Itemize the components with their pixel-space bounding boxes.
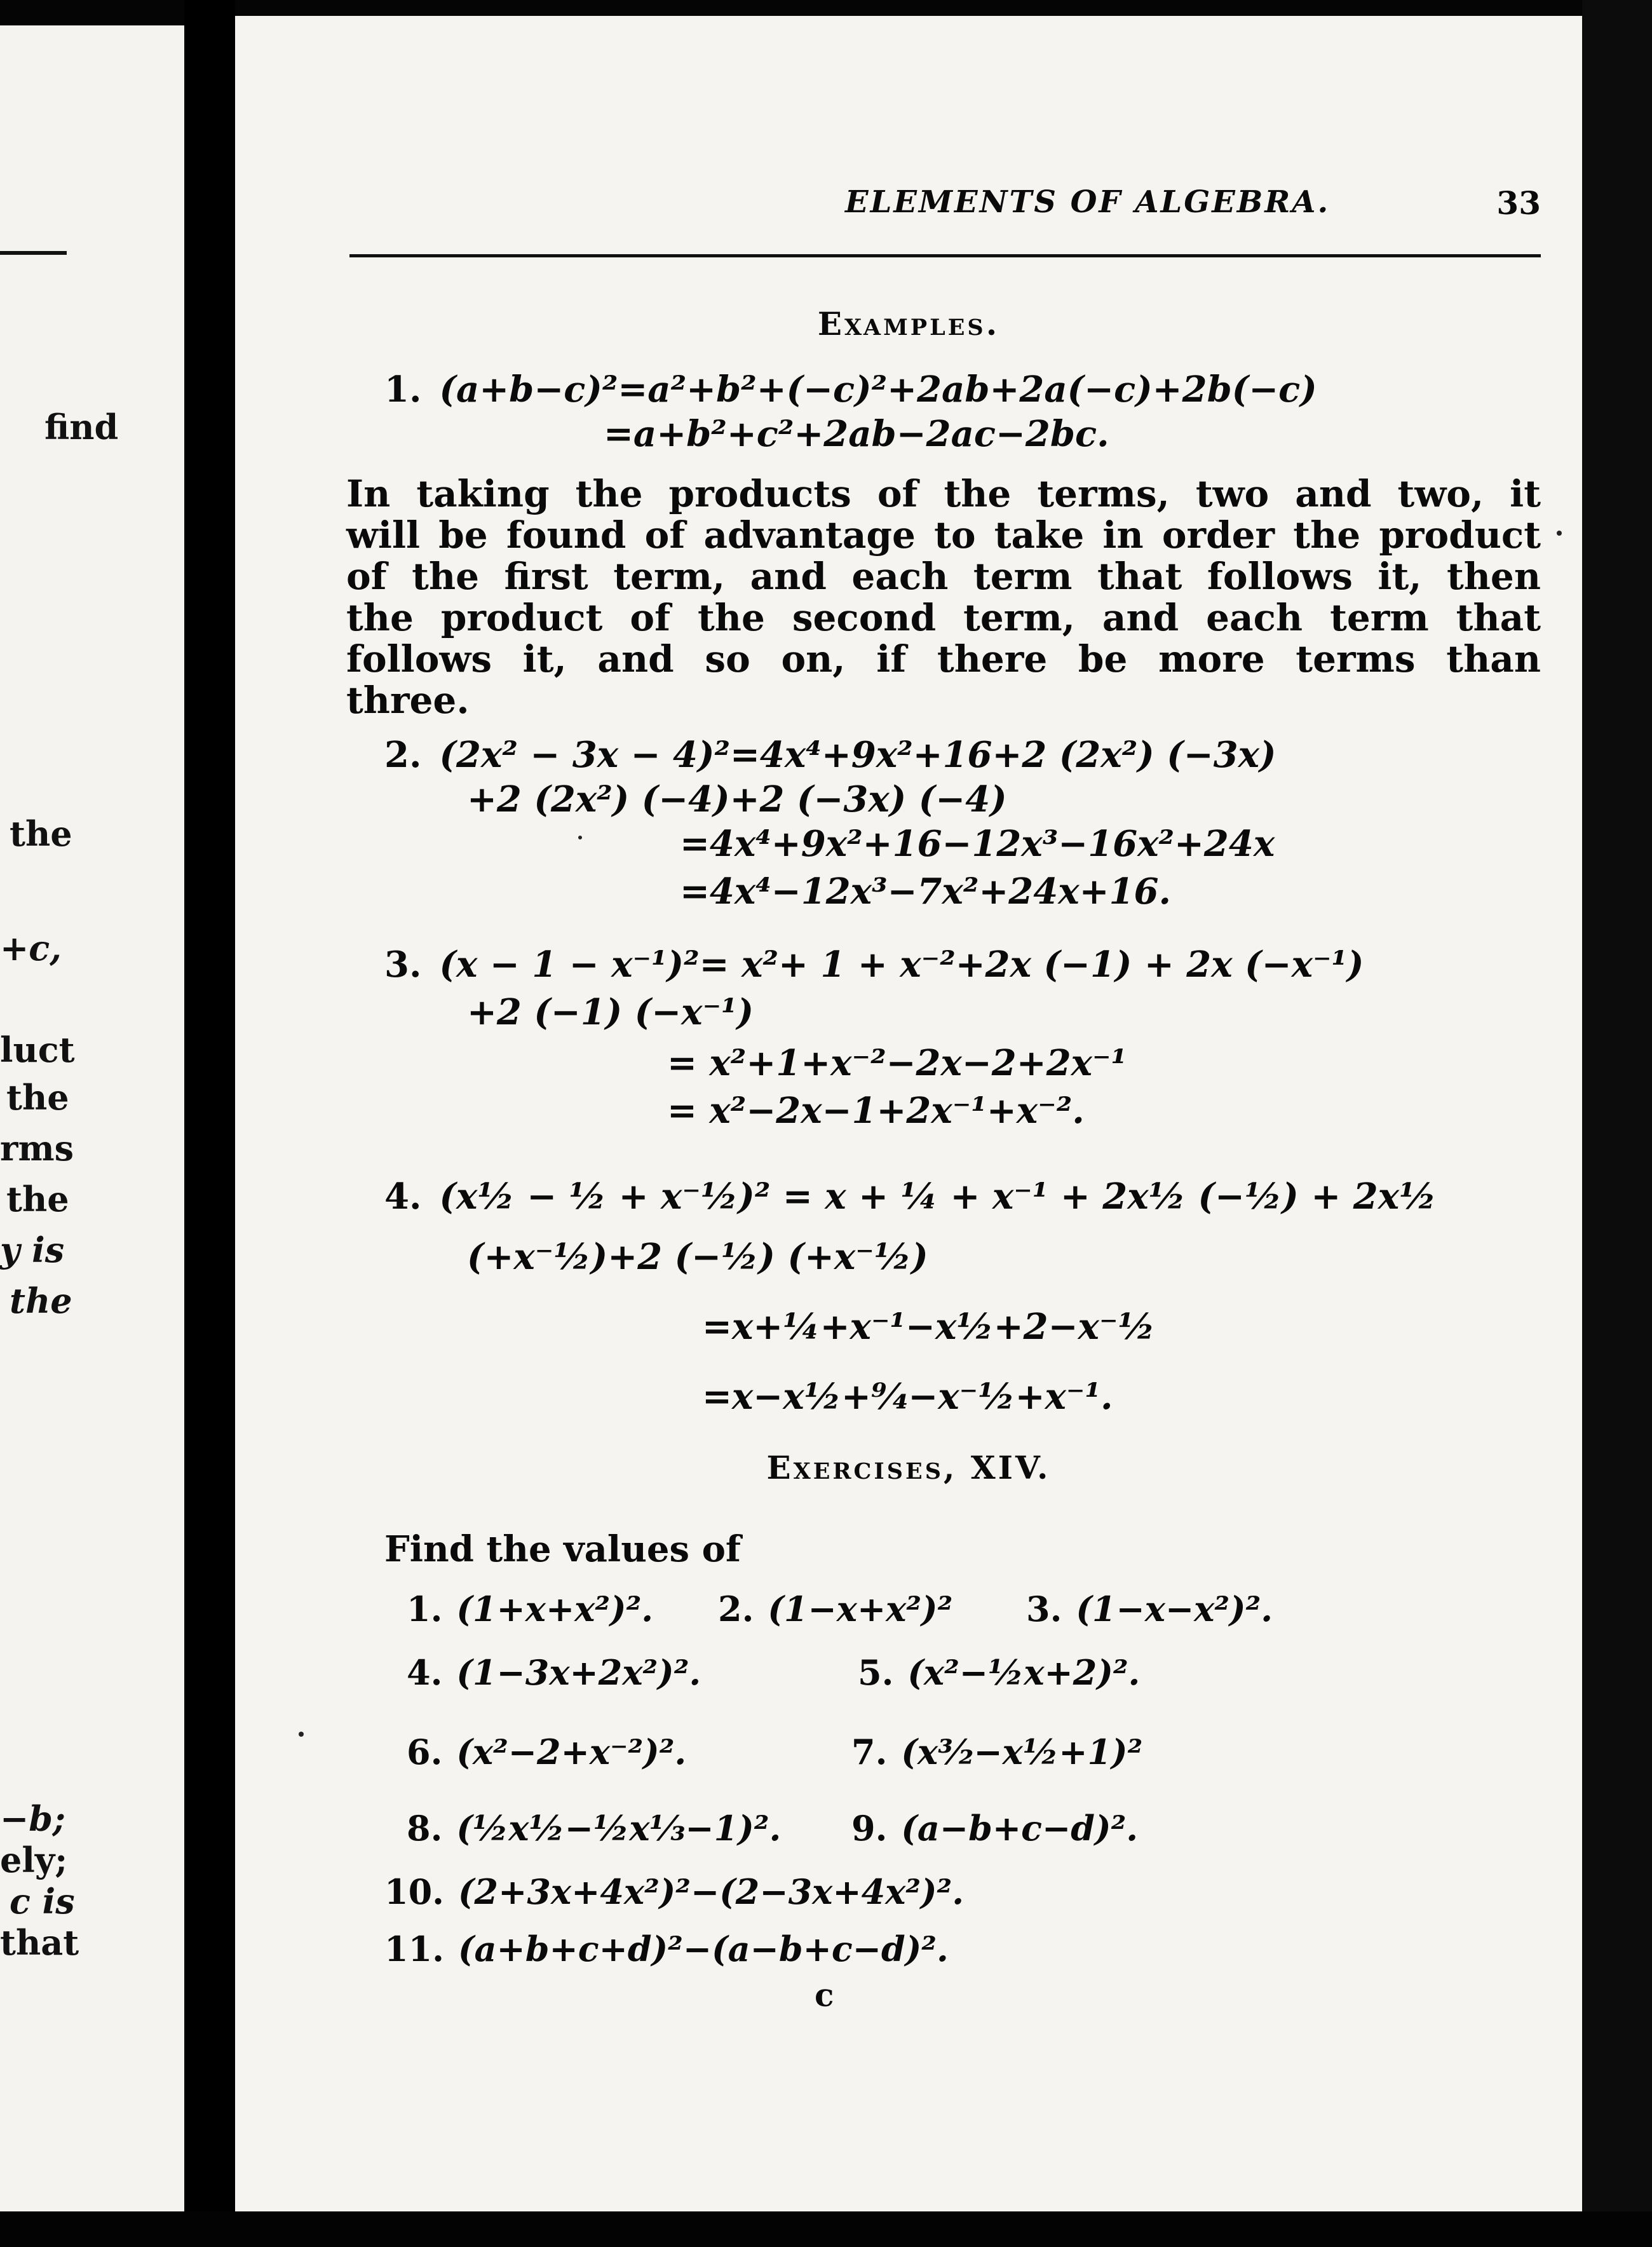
exercise-expression: (a−b+c−d)². (901, 1808, 1139, 1849)
exercise-item (407, 1808, 781, 1849)
example-4-line-1 (384, 1176, 1437, 1218)
running-header (349, 184, 1541, 229)
facing-page-word: the (6, 1179, 69, 1219)
page-number: 33 (1496, 184, 1541, 222)
facing-page (0, 25, 184, 2211)
page-edge-bottom (0, 2211, 1652, 2247)
exercise-item (407, 1732, 686, 1772)
example-2-line-1 (384, 734, 1276, 776)
example-3-line-3: = x²+1+x⁻²−2x−2+2x⁻¹ (667, 1042, 1127, 1084)
example-number: 4. (384, 1176, 422, 1218)
exercise-expression: (x³⁄₂−x½+1)² (901, 1732, 1143, 1772)
exercise-number: 3. (1026, 1589, 1062, 1629)
exercise-number: 7. (851, 1732, 888, 1772)
exercise-number: 1. (407, 1589, 443, 1629)
examples-heading: Examples. (817, 305, 1000, 343)
facing-page-word: −b; (0, 1798, 65, 1839)
explanation-paragraph (346, 473, 1541, 721)
exercise-expression: (x²−½x+2)². (907, 1652, 1141, 1693)
example-number: 2. (384, 734, 422, 776)
exercise-item (407, 1589, 653, 1629)
example-3-line-1 (384, 944, 1364, 986)
paragraph-line: In taking the products of the terms, two and two, it (346, 472, 1541, 515)
book-page (235, 16, 1582, 2215)
facing-page-rule (0, 251, 67, 255)
facing-page-word: luct (0, 1029, 75, 1070)
exercise-number: 6. (407, 1732, 443, 1772)
running-title: ELEMENTS OF ALGEBRA. (845, 184, 1330, 220)
exercise-number: 10. (384, 1871, 444, 1912)
facing-page-word: the (6, 1077, 69, 1118)
exercise-number: 5. (858, 1652, 894, 1693)
exercise-item (407, 1652, 701, 1693)
paragraph-line: follows it, and so on, if there be more terms than (346, 637, 1541, 681)
print-speck (578, 836, 582, 839)
paragraph-line: of the first term, and each term that follows it, then (346, 555, 1541, 598)
exercise-number: 11. (384, 1929, 444, 1969)
example-number: 1. (384, 369, 422, 411)
page-edge-right (1582, 0, 1652, 2247)
facing-page-word: the (10, 1280, 72, 1321)
equation-text: (a+b−c)²=a²+b²+(−c)²+2ab+2a(−c)+2b(−c) (439, 369, 1317, 411)
example-2-line-3: =4x⁴+9x²+16−12x³−16x²+24x (680, 823, 1275, 865)
facing-page-word: ely; (0, 1840, 68, 1880)
exercise-expression: (1+x+x²)². (456, 1589, 654, 1629)
exercises-heading: Exercises, XIV. (766, 1449, 1051, 1486)
example-3-line-4: = x²−2x−1+2x⁻¹+x⁻². (667, 1090, 1085, 1132)
example-3-line-2: +2 (−1) (−x⁻¹) (467, 991, 754, 1033)
example-4-line-2: (+x⁻½)+2 (−½) (+x⁻½) (467, 1236, 928, 1278)
facing-page-word: c is (10, 1881, 75, 1922)
example-1-line-2: =a+b²+c²+2ab−2ac−2bc. (604, 413, 1109, 455)
exercise-number: 9. (851, 1808, 888, 1849)
exercise-expression: (x²−2+x⁻²)². (456, 1732, 687, 1772)
exercises-intro: Find the values of (384, 1528, 741, 1570)
exercise-expression: (2+3x+4x²)²−(2−3x+4x²)². (457, 1871, 965, 1912)
header-rule (349, 254, 1541, 257)
equation-text: (x − 1 − x⁻¹)²= x²+ 1 + x⁻²+2x (−1) + 2x (−x⁻¹) (439, 944, 1364, 986)
paragraph-line: will be found of advantage to take in order the product (346, 513, 1541, 557)
exercise-item (718, 1589, 952, 1629)
print-speck (1557, 531, 1562, 536)
equation-text: (2x² − 3x − 4)²=4x⁴+9x²+16+2 (2x²) (−3x) (439, 734, 1276, 776)
facing-page-word: rms (0, 1128, 74, 1169)
exercise-expression: (1−x−x²)². (1076, 1589, 1273, 1629)
facing-page-word: the (10, 813, 72, 854)
paragraph-line: the product of the second term, and each term that (346, 596, 1541, 639)
book-gutter (184, 0, 235, 2247)
exercise-number: 4. (407, 1652, 443, 1693)
signature-mark: c (815, 1976, 834, 2014)
example-1-line-1 (384, 369, 1317, 411)
exercise-number: 2. (718, 1589, 754, 1629)
facing-page-word: +c, (0, 928, 62, 968)
exercise-expression: (½x½−½x⅓−1)². (456, 1808, 782, 1849)
paragraph-line: three. (346, 679, 470, 722)
example-2-line-4: =4x⁴−12x³−7x²+24x+16. (680, 871, 1171, 913)
example-number: 3. (384, 944, 422, 986)
exercise-item (1026, 1589, 1273, 1629)
print-speck (299, 1732, 304, 1737)
example-4-line-3: =x+¼+x⁻¹−x½+2−x⁻½ (702, 1306, 1155, 1348)
exercise-item (384, 1871, 964, 1912)
exercise-item (858, 1652, 1140, 1693)
exercise-expression: (a+b+c+d)²−(a−b+c−d)². (457, 1929, 949, 1969)
exercise-item (384, 1929, 949, 1969)
facing-page-word: that (0, 1922, 79, 1963)
exercise-expression: (1−x+x²)² (768, 1589, 953, 1629)
facing-page-word: y is (0, 1230, 65, 1270)
exercise-number: 8. (407, 1808, 443, 1849)
example-4-line-4: =x−x½+⁹⁄₄−x⁻½+x⁻¹. (702, 1376, 1113, 1418)
facing-page-word: find (44, 407, 119, 447)
equation-text: (x½ − ½ + x⁻½)² = x + ¼ + x⁻¹ + 2x½ (−½) + 2x½ (439, 1176, 1437, 1218)
exercise-item (851, 1732, 1142, 1772)
exercise-expression: (1−3x+2x²)². (456, 1652, 701, 1693)
exercise-item (851, 1808, 1138, 1849)
example-2-line-2: +2 (2x²) (−4)+2 (−3x) (−4) (467, 778, 1007, 820)
